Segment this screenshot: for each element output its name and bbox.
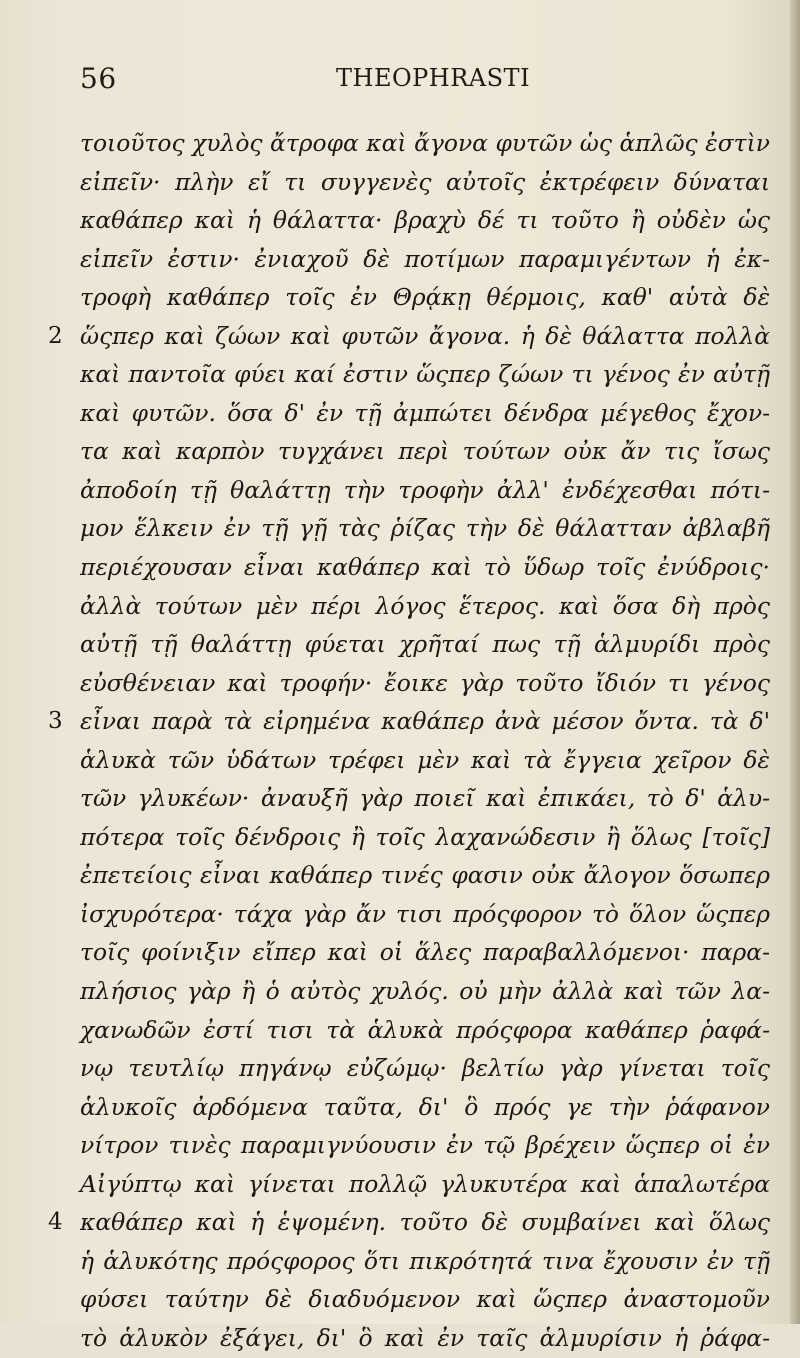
line-text: τα καὶ καρπὸν τυγχάνει περὶ τούτων οὐκ ἄν τις ἴσως [80, 437, 770, 466]
line-text: ἁλυκοῖς ἀρδόμενα ταῦτα, δι' ὃ πρός γε τὴν ῥάφανον [80, 1092, 770, 1121]
line-text: ἀποδοίη τῇ θαλάττῃ τὴν τροφὴν ἀλλ' ἐνδέχεσθαι πότι- [80, 475, 770, 504]
text-line [80, 664, 770, 703]
line-text: καθάπερ καὶ ἡ θάλαττα· βραχὺ δέ τι τοῦτο ἢ οὐδὲν ὡς [80, 206, 770, 235]
text-line [80, 1088, 770, 1127]
page-edge [790, 0, 800, 1324]
line-text: Αἰγύπτῳ καὶ γίνεται πολλῷ γλυκυτέρα καὶ ἁπαλωτέρα [80, 1169, 770, 1198]
line-text: εἰπεῖν· πλὴν εἴ τι συγγενὲς αὐτοῖς ἐκτρέφειν δύναται [80, 167, 770, 196]
section-number: 4 [48, 1209, 63, 1236]
text-line [80, 278, 770, 317]
line-text: καὶ φυτῶν. ὅσα δ' ἐν τῇ ἀμπώτει δένδρα μέγεθος ἔχον- [80, 398, 770, 427]
line-text: αὐτῇ τῇ θαλάττῃ φύεται χρῆταί πως τῇ ἁλμυρίδι πρὸς [80, 630, 770, 659]
body-text [48, 124, 770, 1358]
text-line [80, 972, 770, 1011]
page-number: 56 [80, 62, 117, 95]
line-text: πλήσιος γὰρ ἢ ὁ αὐτὸς χυλός. οὐ μὴν ἀλλὰ καὶ τῶν λα- [80, 977, 770, 1006]
line-text: ἁλυκὰ τῶν ὑδάτων τρέφει μὲν καὶ τὰ ἔγγεια χεῖρον δὲ [80, 745, 770, 774]
line-text: τῶν γλυκέων· ἀναυξῆ γὰρ ποιεῖ καὶ ἐπικάει, τὸ δ' ἁλυ- [80, 784, 770, 813]
text-line [48, 1203, 770, 1242]
text-line [80, 1049, 770, 1088]
line-text: νῳ τευτλίῳ πηγάνῳ εὐζώμῳ· βελτίω γὰρ γίνεται τοῖς [80, 1054, 770, 1083]
line-text: ἐπετείοις εἶναι καθάπερ τινές φασιν οὐκ ἄλογον ὅσωπερ [80, 861, 770, 890]
text-line [80, 856, 770, 895]
line-text: ἰσχυρότερα· τάχα γὰρ ἄν τισι πρόςφορον τὸ ὅλον ὥςπερ [80, 899, 770, 928]
line-text: εἰπεῖν ἐστιν· ἐνιαχοῦ δὲ ποτίμων παραμιγέντων ἡ ἐκ- [80, 244, 770, 273]
text-line [80, 548, 770, 587]
text-line [80, 240, 770, 279]
line-text: τοιοῦτος χυλὸς ἄτροφα καὶ ἄγονα φυτῶν ὡς ἁπλῶς ἐστὶν [80, 129, 770, 157]
text-line [80, 201, 770, 240]
text-line [80, 1242, 770, 1281]
text-line [80, 1280, 770, 1319]
text-line [48, 702, 770, 741]
text-line [80, 625, 770, 664]
text-line [80, 933, 770, 972]
line-text: εὐσθένειαν καὶ τροφήν· ἔοικε γὰρ τοῦτο ἴδιόν τι γένος [80, 668, 770, 697]
text-line [80, 163, 770, 202]
line-text: τροφὴ καθάπερ τοῖς ἐν Θρᾴκῃ θέρμοις, καθ' αὑτὰ δὲ [80, 283, 770, 312]
text-line [80, 895, 770, 934]
line-text: καθάπερ καὶ ἡ ἑψομένη. τοῦτο δὲ συμβαίνει καὶ ὅλως [80, 1208, 770, 1237]
section-number: 3 [48, 708, 63, 735]
text-line [48, 317, 770, 356]
line-text: νίτρον τινὲς παραμιγνύουσιν ἐν τῷ βρέχειν ὥςπερ οἱ ἐν [80, 1131, 770, 1160]
line-text: καὶ παντοῖα φύει καί ἐστιν ὥςπερ ζώων τι γένος ἐν αὐτῇ [80, 360, 770, 389]
line-text: φύσει ταύτην δὲ διαδυόμενον καὶ ὥςπερ ἀναστομοῦν [80, 1285, 770, 1314]
text-line [80, 1011, 770, 1050]
text-line [80, 1165, 770, 1204]
line-text: περιέχουσαν εἶναι καθάπερ καὶ τὸ ὕδωρ τοῖς ἐνύδροις· [80, 553, 770, 582]
line-text: χανωδῶν ἐστί τισι τὰ ἁλυκὰ πρόςφορα καθάπερ ῥαφά- [80, 1015, 770, 1044]
line-text: πότερα τοῖς δένδροις ἢ τοῖς λαχανώδεσιν ἢ ὅλως [τοῖς] [80, 822, 770, 851]
line-text: ὥςπερ καὶ ζώων καὶ φυτῶν ἄγονα. ἡ δὲ θάλαττα πολλὰ [80, 321, 770, 350]
line-text: μον ἕλκειν ἐν τῇ γῇ τὰς ῥίζας τὴν δὲ θάλατταν ἀβλαβῆ [80, 514, 770, 543]
line-text: τὸ ἁλυκὸν ἐξάγει, δι' ὃ καὶ ἐν ταῖς ἁλμυρίσιν ἡ ῥάφα- [80, 1323, 770, 1352]
text-line [80, 1126, 770, 1165]
text-line [80, 394, 770, 433]
text-line [80, 355, 770, 394]
running-head [0, 62, 790, 102]
text-line [80, 779, 770, 818]
text-line [80, 1319, 770, 1358]
text-line [80, 471, 770, 510]
text-line [80, 509, 770, 548]
line-text: εἶναι παρὰ τὰ εἰρημένα καθάπερ ἀνὰ μέσον ὄντα. τὰ δ' [80, 707, 770, 736]
text-line [80, 818, 770, 857]
line-text: ἀλλὰ τούτων μὲν πέρι λόγος ἕτερος. καὶ ὅσα δὴ πρὸς [80, 591, 770, 620]
line-text: ἡ ἁλυκότης πρόςφορος ὅτι πικρότητά τινα ἔχουσιν ἐν τῇ [80, 1246, 770, 1275]
section-number: 2 [48, 322, 63, 349]
text-line [80, 124, 770, 163]
text-line [80, 587, 770, 626]
line-text: τοῖς φοίνιξιν εἴπερ καὶ οἱ ἅλες παραβαλλόμενοι· παρα- [80, 938, 770, 967]
text-line [80, 432, 770, 471]
text-line [80, 741, 770, 780]
running-title: THEOPHRASTI [336, 64, 531, 92]
